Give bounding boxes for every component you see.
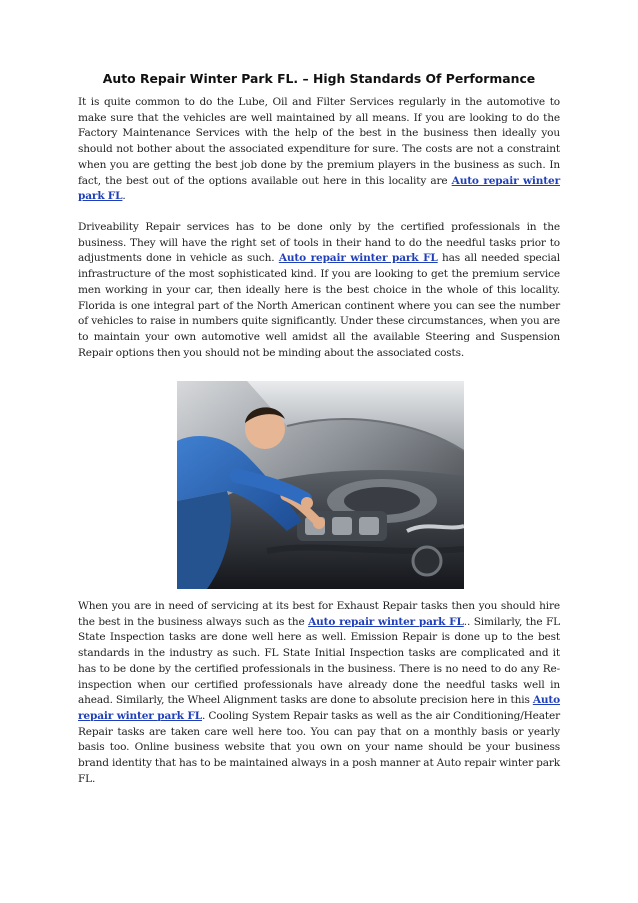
paragraph-intro (78, 95, 560, 205)
paragraph-intro-text: It is quite common to do the Lube, Oil and Filter Services regularly in the automotive to make sure that the vehicles are well maintained by all means. If you are looking to do the Factory Maintenance Services with the help of the best in the business then ideally you should not bother about the associated expenditure for sure. The costs are not a constraint when you are getting the best job done by the premium players in the business as such. In fact, the best out of the options available out here in this locality are (78, 96, 560, 187)
auto-repair-link-2[interactable]: Auto repair winter park FL (278, 252, 438, 265)
paragraph-intro-end: . (122, 190, 126, 203)
paragraph-exhaust-text-c: . Cooling System Repair tasks as well as the air Conditioning/Heater Repair tasks are taken care well here too. You can pay that on a monthly basis or yearly basis too. Online business website that you own on your name should be your business brand identity that has to be maintained always in a posh manner at Auto repair winter park FL. (78, 709, 560, 785)
paragraph-exhaust-text-b: .. Similarly, the FL State Inspection tasks are done well here as well. Emission Repair is done up to the best standards in the industry as such. FL State Initial Inspection tasks are complicated and it has to be done by the certified professionals in the business. There is no need to do any Re-inspection when our certified professionals have already done the needful tasks well in ahead. Similarly, the Wheel Alignment tasks are done to absolute precision here in this (78, 615, 561, 707)
paragraph-driveability-text-a: Driveability Repair services has to be done only by the certified professionals in the business. They will have the right set of tools in their hand to do the needful tasks prior to adjustments done in vehicle as such. (78, 221, 560, 265)
paragraph-driveability (78, 220, 560, 361)
auto-repair-link-3[interactable]: Auto repair winter park FL (308, 615, 464, 628)
mechanic-engine-illustration (177, 381, 464, 589)
auto-repair-link-4[interactable]: Auto repair winter park FL (78, 694, 560, 722)
paragraph-exhaust-text-a: When you are in need of servicing at its best for Exhaust Repair tasks then you should hire the best in the business always such as the (78, 600, 560, 628)
paragraph-driveability-text-b: has all needed special infrastructure of the most sophisticated kind. If you are looking to get the premium service men working in your car, then ideally here is the best choice in the whole of this locality. Florida is one integral part of the North American continent where you can see the number of vehicles to raise in numbers quite significantly. Under these circumstances, when you are to maintain your own automotive well amidst all the available Steering and Suspension Repair options then you should not be minding about the associated costs. (78, 252, 560, 359)
mechanic-engine-photo (177, 381, 464, 589)
paragraph-exhaust (78, 599, 560, 787)
auto-repair-link-1[interactable]: Auto repair winter park FL (78, 174, 560, 203)
page-title: Auto Repair Winter Park FL. – High Standards Of Performance (102, 71, 536, 86)
